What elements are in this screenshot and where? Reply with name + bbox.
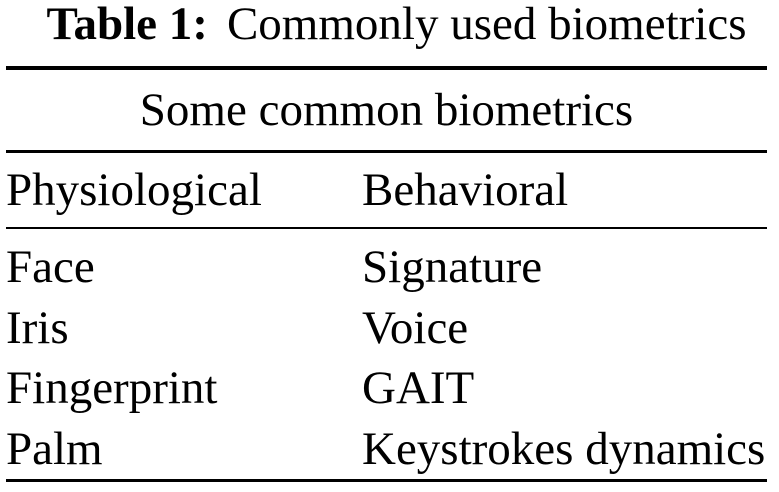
table-body <box>6 229 767 479</box>
cell-behavioral: Signature <box>362 241 543 294</box>
cell-behavioral: GAIT <box>362 362 475 415</box>
table-header-row <box>6 153 767 227</box>
table-caption <box>0 0 779 66</box>
table-row <box>6 237 767 297</box>
table-row <box>6 298 767 358</box>
column-header-physiological: Physiological <box>6 163 262 216</box>
cell-physiological: Fingerprint <box>6 362 218 415</box>
cell-behavioral: Voice <box>362 301 469 354</box>
cell-physiological: Face <box>6 241 95 294</box>
cell-physiological: Iris <box>6 301 69 354</box>
table-caption-label: Table 1: <box>46 0 208 50</box>
cell-physiological: Palm <box>6 422 103 475</box>
table-row <box>6 419 767 479</box>
biometrics-table <box>6 66 767 482</box>
cell-behavioral: Keystrokes dynamics <box>362 422 766 475</box>
table-row <box>6 358 767 418</box>
table-bottom-rule <box>6 479 767 483</box>
table-spanning-header: Some common biometrics <box>139 83 634 136</box>
table-caption-text: Commonly used biometrics <box>226 0 747 50</box>
column-header-behavioral: Behavioral <box>362 163 569 216</box>
